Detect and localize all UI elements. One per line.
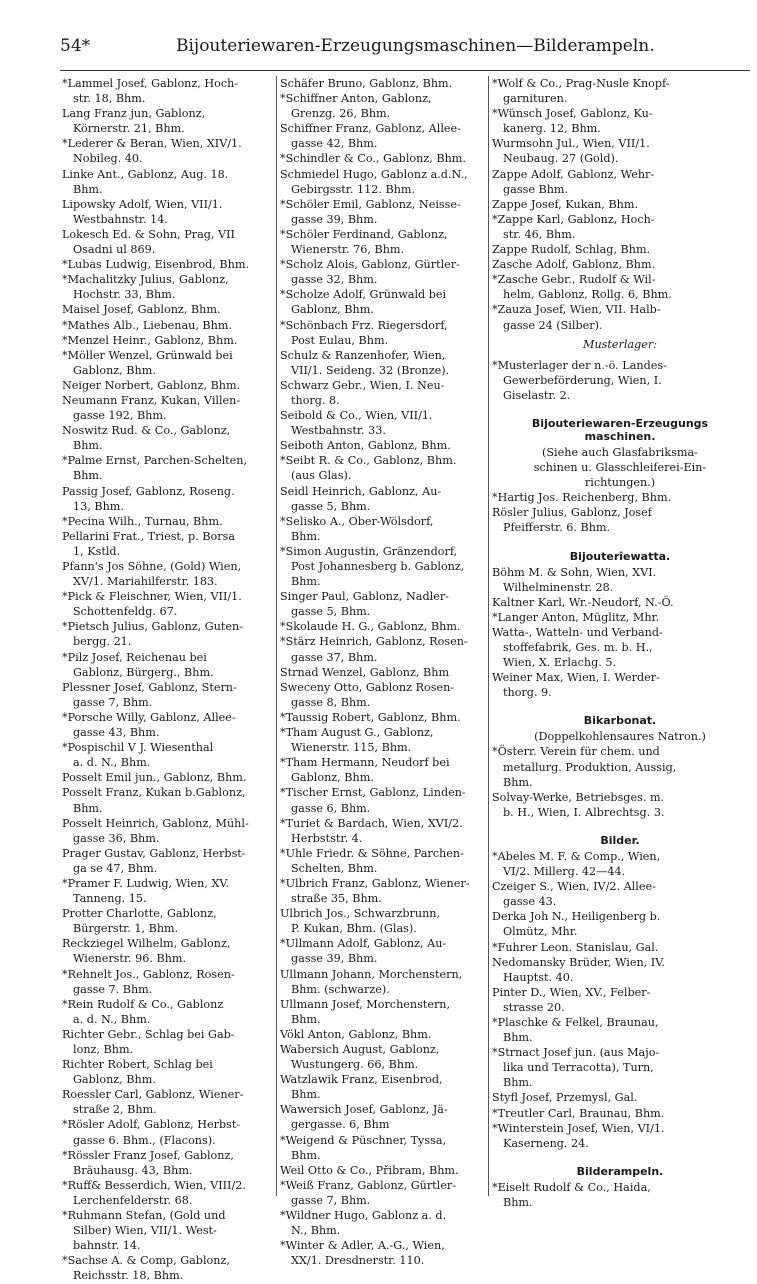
bikarbonat-list [492,744,748,819]
directory-entry: *Machalitzky Julius, Gablonz, Hochstr. 33, Bhm. [62,273,229,302]
directory-entry: Schäfer Bruno, Gablonz, Bhm. [280,77,453,90]
directory-entry: Maisel Josef, Gablonz, Bhm. [62,303,221,317]
directory-entry: *Simon Augustin, Gränzendorf, Post Johannesberg b. Gablonz, Bhm. [280,544,465,589]
directory-entry: Richter Gebr., Schlag bei Gab- lonz, Bhm. [62,1027,235,1056]
directory-entry: Böhm M. & Sohn, Wien, XVI. Wilhelminenstr. 28. [492,565,657,594]
page-number: 54* [60,36,91,56]
directory-entry: *Pospischil V J. Wiesenthal a. d. N., Bhm. [62,741,214,770]
directory-entry: *Weiß Franz, Gablonz, Gürtler- gasse 7, Bhm. [280,1178,457,1207]
directory-entry: *Scholze Adolf, Grünwald bei Gablonz, Bhm. [280,288,447,317]
header-rule [60,70,750,71]
directory-entry: Singer Paul, Gablonz, Nadler- gasse 5, Bhm. [280,590,449,619]
directory-entry: *Selisko A., Ober-Wölsdorf, Bhm. [280,514,434,543]
watta-list [492,565,748,701]
directory-entry: *Schönbach Frz. Riegersdorf, Post Eulau, Bhm. [280,318,448,347]
column-divider-1 [276,76,277,1196]
directory-entry: Zappe Rudolf, Schlag, Bhm. [492,243,651,257]
directory-entry: Vökl Anton, Gablonz, Bhm. [280,1027,432,1041]
column-1 [62,76,272,1283]
directory-entry: *Hartig Jos. Reichenberg, Bhm. [492,491,672,505]
bilder-list [492,849,748,1151]
directory-entry: *Sachse A. & Comp, Gablonz, Reichsstr. 18, Bhm. [62,1254,230,1283]
directory-entry: Reckziegel Wilhelm, Gablonz, Wienerstr. 96. Bhm. [62,937,231,966]
directory-entry: Lipowsky Adolf, Wien, VII/1. Westbahnstr. 14. [62,197,223,226]
musterlager-heading: Musterlager: [582,337,657,351]
directory-entry: *Österr. Verein für chem. und metallurg. Produktion, Aussig, Bhm. [492,745,677,789]
directory-entry: Zappe Josef, Kukan, Bhm. [492,197,639,211]
directory-entry: *Porsche Willy, Gablonz, Allee- gasse 43, Bhm. [62,710,236,740]
directory-entry: *Uhle Friedr. & Söhne, Parchen- Schelten, Bhm. [280,846,464,875]
directory-entry: *Tham Hermann, Neudorf bei Gablonz, Bhm. [280,756,450,785]
directory-entry: Posselt Franz, Kukan b.Gablonz, Bhm. [62,786,246,815]
bilderampeln-heading: Bilderampeln. [576,1164,664,1178]
directory-entry: *Rein Rudolf & Co., Gablonz a. d. N., Bhm. [62,997,224,1026]
column-divider-2 [488,76,489,1196]
directory-entry: Weil Otto & Co., Přibram, Bhm. [280,1163,459,1177]
directory-entry: *Skolaude H. G., Gablonz, Bhm. [280,620,461,634]
directory-entry: Roessler Carl, Gablonz, Wiener- straße 2, Bhm. [62,1088,244,1117]
directory-entry: Ullmann Johann, Morchenstern, Bhm. (schwarze). [280,967,463,996]
directory-entry: *Rösler Adolf, Gablonz, Herbst- gasse 6. Bhm., (Flacons). [62,1118,241,1147]
directory-entry: Nedomansky Brüder, Wien, IV. Hauptst. 40. [492,955,665,984]
bijou-machines-heading: Bijouteriewaren-Erzeugungs maschinen. [531,416,709,443]
directory-entry: *Ulbrich Franz, Gablonz, Wiener- straße 35, Bhm. [280,876,470,906]
directory-entry: *Pramer F. Ludwig, Wien, XV. Tanneng. 15. [62,876,230,906]
directory-entry: *Treutler Carl, Braunau, Bhm. [492,1106,665,1120]
directory-entry: Weiner Max, Wien, I. Werder- thorg. 9. [492,671,660,700]
directory-entry: *Wildner Hugo, Gablonz a. d. N., Bhm. [280,1209,447,1238]
directory-entry: *Plaschke & Felkel, Braunau, Bhm. [492,1015,659,1045]
directory-entry: *Schiffner Anton, Gablonz, Grenzg. 26, Bhm. [280,92,432,121]
bikarbonat-heading: Bikarbonat. [583,714,657,728]
directory-entry: *Rössler Franz Josef, Gablonz, Bräuhausg. 43, Bhm. [62,1148,234,1177]
directory-entry: Seiboth Anton, Gablonz, Bhm. [280,439,451,453]
directory-entry: *Langer Anton, Müglitz, Mhr. [492,610,660,624]
directory-entry: *Zappe Karl, Gablonz, Hoch- str. 46, Bhm. [492,212,655,241]
bilderampeln-list [492,1180,748,1210]
directory-entry: *Ullmann Adolf, Gablonz, Au- gasse 39, Bhm. [280,937,447,966]
directory-entry: Lang Franz jun, Gablonz, Körnerstr. 21, Bhm. [62,107,206,136]
directory-entry: Linke Ant., Gablonz, Aug. 18. Bhm. [62,167,229,196]
directory-entry: *Mathes Alb., Liebenau, Bhm. [62,318,233,332]
directory-entry: *Weigend & Püschner, Tyssa, Bhm. [280,1133,447,1162]
directory-entry: *Scholz Alois, Gablonz, Gürtler- gasse 32, Bhm. [280,258,460,287]
directory-entry: *Stärz Heinrich, Gablonz, Rosen- gasse 37, Bhm. [280,635,468,664]
directory-entry: Plessner Josef, Gablonz, Stern- gasse 7, Bhm. [62,680,237,709]
directory-entry: *Palme Ernst, Parchen-Schelten, Bhm. [62,454,248,483]
directory-entry: *Pietsch Julius, Gablonz, Guten- bergg. 21. [62,620,244,649]
musterlager-list [492,358,748,403]
directory-entry: *Strnact Josef jun. (aus Majo- lika und Terracotta), Turn, Bhm. [492,1046,660,1090]
directory-entry: *Lubas Ludwig, Eisenbrod, Bhm. [62,258,250,272]
directory-entry: Passig Josef, Gablonz, Roseng. 13, Bhm. [62,484,235,513]
directory-entry: *Wünsch Josef, Gablonz, Ku- kanerg. 12, Bhm. [492,107,653,136]
column-3 [492,76,748,1209]
directory-entry: *Turiet & Bardach, Wien, XVI/2. Herbststr. 4. [280,816,463,845]
directory-entry: Schwarz Gebr., Wien, I. Neu- thorg. 8. [280,378,445,407]
directory-entry: *Tham August G., Gablonz, Wienerstr. 115, Bhm. [280,726,434,755]
directory-entry: Posselt Heinrich, Gablonz, Mühl- gasse 36, Bhm. [62,816,249,845]
directory-entry: Sweceny Otto, Gablonz Rosen- gasse 8, Bhm. [280,680,455,709]
directory-entry: Strnad Wenzel, Gablonz, Bhm [280,665,450,679]
directory-entry: *Seibt R. & Co., Gablonz, Bhm. (aus Glas). [280,454,457,483]
directory-entry: Seibold & Co., Wien, VII/1. Westbahnstr. 33. [280,409,433,438]
directory-entry: Schulz & Ranzenhofer, Wien, VII/1. Seideng. 32 (Bronze). [280,348,450,377]
directory-entry: Schmiedel Hugo, Gablonz a.d.N., Gebirgsstr. 112. Bhm. [280,167,468,196]
directory-entry: Styfl Josef, Przemysl, Gal. [492,1091,638,1105]
directory-entry: Solvay-Werke, Betriebsges. m. b. H., Wien, I. Albrechtsg. 3. [492,790,665,819]
directory-entry: Zasche Adolf, Gablonz, Bhm. [492,258,656,272]
directory-entry: *Zauza Josef, Wien, VII. Halb- gasse 24 (Silber). [492,303,661,332]
directory-entry: *Schindler & Co., Gablonz, Bhm. [280,152,466,166]
directory-entry: Wurmsohn Jul., Wien, VII/1. Neubaug. 27 (Gold). [492,137,650,166]
directory-entry: Neumann Franz, Kukan, Villen- gasse 192, Bhm. [62,393,241,423]
directory-entry: *Lammel Josef, Gablonz, Hoch- str. 18, Bhm. [62,77,239,106]
directory-entry: *Wolf & Co., Prag-Nusle Knopf- garnituren. [492,77,670,106]
directory-entry: Noswitz Rud. & Co., Gablonz, Bhm. [62,424,231,453]
directory-entry: Wawersich Josef, Gablonz, Jä- gergasse. 6, Bhm [280,1103,448,1132]
directory-entry: *Winterstein Josef, Wien, VI/1. Kaserneng. 24. [492,1121,665,1150]
directory-entry: Protter Charlotte, Gablonz, Bürgerstr. 1, Bhm. [62,907,217,936]
directory-entry: Prager Gustav, Gablonz, Herbst- ga se 47, Bhm. [62,846,246,875]
directory-entry: Pellarini Frat., Triest, p. Borsa 1, Kstld. [62,529,236,558]
directory-entry: *Pick & Fleischner, Wien, VII/1. Schottenfeldg. 67. [62,590,242,619]
directory-entry: Watzlawik Franz, Eisenbrod, Bhm. [280,1073,443,1102]
directory-entry: *Lederer & Beran, Wien, XIV/1. Nobileg. 40. [62,137,242,166]
bijou-machines-note: (Siehe auch Glasfabriksma- schinen u. Glasschleiferei-Ein- richtungen.) [533,445,707,490]
directory-entry: *Schöler Emil, Gablonz, Neisse- gasse 39, Bhm. [280,197,461,226]
directory-entry: Ulbrich Jos., Schwarzbrunn, P. Kukan, Bhm. (Glas). [280,907,441,936]
directory-entry: Neiger Norbert, Gablonz, Bhm. [62,378,241,392]
directory-entry: *Eiselt Rudolf & Co., Haida, Bhm. [492,1180,651,1209]
directory-entry: *Taussig Robert, Gablonz, Bhm. [280,710,461,724]
directory-entry: *Winter & Adler, A.-G., Wien, XX/1. Dresdnerstr. 110. [280,1239,445,1268]
directory-entry: *Ruhmann Stefan, (Gold und Silber) Wien, VII/1. West- bahnstr. 14. [62,1209,226,1253]
directory-entry: *Fuhrer Leon. Stanislau, Gal. [492,940,659,954]
column-2 [280,76,486,1268]
page-header [60,36,740,60]
directory-entry: *Musterlager der n.-ö. Landes- Gewerbeförderung, Wien, I. Giselastr. 2. [492,358,667,402]
directory-entry: *Tischer Ernst, Gablonz, Linden- gasse 6, Bhm. [280,786,466,815]
directory-entry: Zappe Adolf, Gablonz, Wehr- gasse Bhm. [492,167,655,196]
directory-entry: Lokesch Ed. & Sohn, Prag, VII Osadni ul 869. [62,227,235,257]
directory-entry: *Zasche Gebr., Rudolf & Wil- helm, Gablonz, Rollg. 6, Bhm. [492,273,672,302]
directory-entry: Pfann's Jos Söhne, (Gold) Wien, XV/1. Mariahilferstr. 183. [62,560,242,589]
directory-entry: *Pecina Wilh., Turnau, Bhm. [62,514,223,528]
directory-entry: Watta-, Watteln- und Verband- stoffefabrik, Ges. m. b. H., Wien, X. Erlachg. 5. [492,625,663,670]
directory-entry: *Schöler Ferdinand, Gablonz, Wienerstr. 76, Bhm. [280,227,448,257]
directory-entry: Ullmann Josef, Morchenstern, Bhm. [280,997,451,1026]
directory-entry: *Rehnelt Jos., Gablonz, Rosen- gasse 7. Bhm. [62,967,235,996]
directory-entry: Wabersich August, Gablonz, Wustungerg. 66, Bhm. [280,1043,440,1072]
directory-entry: Posselt Emil jun., Gablonz, Bhm. [62,771,247,785]
directory-entry: Pinter D., Wien, XV., Felber- strasse 20. [492,985,651,1014]
bilder-heading: Bilder. [600,833,640,847]
bikarbonat-note: (Doppelkohlensaures Natron.) [534,730,706,744]
directory-entry: Schiffner Franz, Gablonz, Allee- gasse 42, Bhm. [280,122,461,151]
page-title: Bijouteriewaren-Erzeugungsmaschinen—Bilderampeln. [176,36,655,56]
watta-heading: Bijouterîewatta. [569,549,671,563]
directory-entry: *Menzel Heinr., Gablonz, Bhm. [62,333,238,347]
directory-entry: Kaltner Karl, Wr.-Neudorf, N.-Ö. [492,595,674,609]
bijou-machines-list [492,490,748,535]
directory-entry: Seidl Heinrich, Gablonz, Au- gasse 5, Bhm. [280,484,442,513]
directory-entry: Rösler Julius, Gablonz, Josef Pfeifferstr. 6. Bhm. [492,506,652,535]
directory-entry: Derka Joh N., Heiligenberg b. Olmütz, Mhr. [492,910,661,939]
directory-entry: Richter Robert, Schlag bei Gablonz, Bhm. [62,1058,213,1087]
directory-entry: *Möller Wenzel, Grünwald bei Gablonz, Bhm. [62,348,233,377]
column-3-top-list [492,76,748,333]
directory-entry: Czeiger S., Wien, IV/2. Allee- gasse 43. [492,880,656,909]
directory-entry: *Ruff& Besserdich, Wien, VIII/2. Lerchenfelderstr. 68. [62,1178,246,1207]
directory-entry: *Pilz Josef, Reichenau bei Gablonz, Bürgerg., Bhm. [62,650,214,679]
directory-entry: *Abeles M. F. & Comp., Wien, VI/2. Millerg. 42—44. [492,849,661,879]
